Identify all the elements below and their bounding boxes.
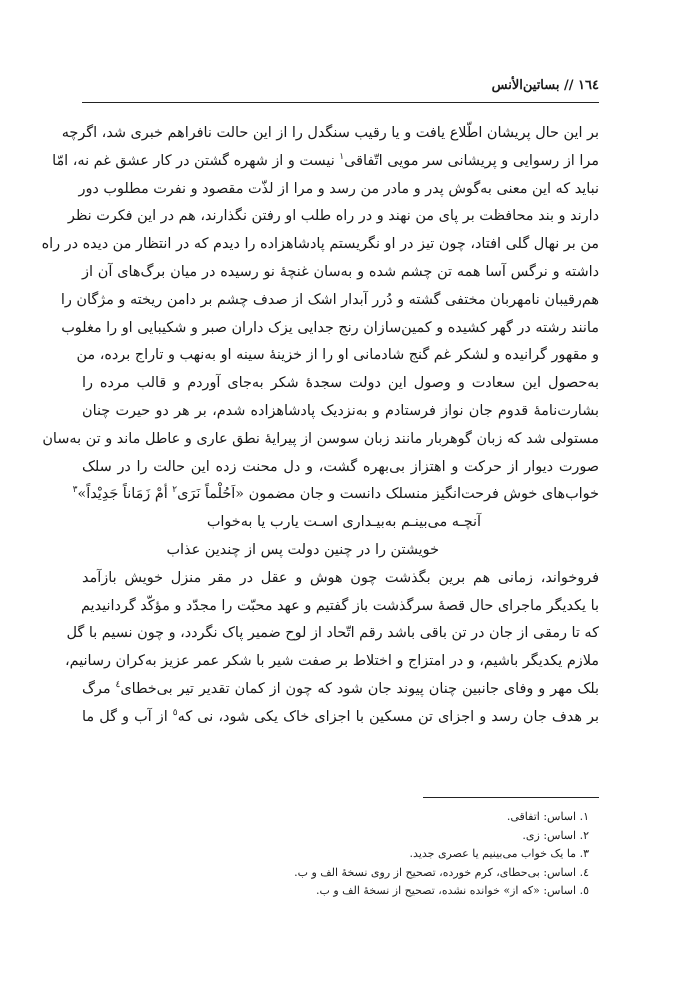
text-line: خواب‌های خوش فرحت‌انگیز منسلک دانست و جان مضمون «اَحُلْماً نَرَی$^٢$ أمْ زَمَاناً جَدِيْداً»$^٣$ [72,485,599,503]
verse-line: آنچـه می‌بینـم به‌بیـداری اسـت یارب یا به‌خواب [206,514,481,531]
text-line: داشته و نرگس آسا همه تن چشم شده و به‌سان غنچهٔ نو رسیده در میان برگ‌های آن از [82,263,599,280]
footnotes [82,808,589,901]
text-line: مرا از رسوایی و پریشانی سر مویی اتّفاقی$^١$ نیست و از شهره گشتن در کار عشق غم نه، امّا [52,152,599,169]
footnote-item: ٤. اساس: بی‌حطای، کرم خورده، تصحیح از روی نسخهٔ الف و ب. [294,865,589,879]
header-divider [82,102,599,103]
text-line: بر هدف جان رسد و اجزای تن مسکین با اجزای خاک یکی شود، نی که$^٥$ از آب و گل ما [82,707,599,725]
footnote-item: ٢. اساس: زی. [522,828,589,842]
footnote-marker[interactable]: ٢ [172,485,178,496]
footnote-divider [423,797,599,798]
verse-line: خویشتن را در چنین دولت پس از چندین عذاب [166,541,439,558]
text-line: هم‌رقیبان نامهربان مختفی گشته و دُرر آبدار اشک از صدف چشم بر دامن ریخته و مژگان را [60,291,599,308]
text-line: ملازم یکدیگر باشیم، و در امتزاج و اختلاط بر صفت شیر با شکر عمر عزیز به‌کران رسانیم، [64,653,599,670]
text-line: که تا رمقی از جان در تن باقی باشد رقم اتّحاد از لوح ضمیر پاک نگردد، و چون نسیم با گل [66,625,599,642]
text-line: نباید که این معنی به‌گوش پدر و مادر من رسد و مرا از لذّت مقصود و نفرت مطلوب دور [78,180,599,197]
footnote-marker[interactable]: ١ [339,152,345,162]
footnote-marker[interactable]: ٥ [172,707,178,718]
text-line: بر این حال پریشان اطّلاع یافت و یا رقیب سنگدل را از این حالت نافراهم خبری شد، اگرچه [61,125,599,141]
running-header: ١٦٤ // بساتین‌الأنس [491,78,599,93]
footnote-marker[interactable]: ٤ [115,680,121,691]
text-line: من بر نهال گلی افتاد، چون تیز در او نگریستم پادشاهزاده را دیدم که در انتظار من دیده در راه [41,236,599,253]
footnote-item: ٥. اساس: «که از» خوانده نشده، تصحیح از نسخهٔ الف و ب. [315,884,589,898]
text-line: فروخواند، زمانی هم برین بگذشت چون هوش و عقل در مقر منزل خویش بازآمد [82,569,599,586]
text-line: با یکدیگر ماجرای حال قصهٔ سرگذشت باز گفتیم و عهد محبّت را مجدّد و مؤکّد گردانیدیم [80,597,599,614]
footnote-item: ٣. ما یک خواب می‌بینیم یا عصری جدید. [409,847,589,861]
text-line: صورت دیوار از حرکت و اهتزاز بی‌بهره گشت، و دل محنت زده این حالت را در سلک [82,458,599,475]
text-line: به‌حصول این سعادت و وصول این دولت سجدهٔ شکر به‌جای آوردم و قالب مرده را [82,375,599,392]
text-line: مستولی شد که زبان گوهربار مانند زبان سوسن از پیرایهٔ نطق عاری و عاطل ماند و تن به‌سان [42,430,599,447]
text-line: بلک مهر و وفای جانبین چنان پیوند جان شود که چون از کمان تقدیر تیر بی‌خطای$^٤$ مرگ [82,680,599,697]
text-line: دارند و بند محافظت بر پای من نهند و در راه طلب او رفتن نگذارند، هم در این فکرت نظر [67,208,599,225]
main-text [41,120,599,732]
text-line: بشارت‌نامهٔ قدوم جان نواز فرستادم و به‌نزدیک پادشاهزاده شدم، بر هر دو حیرت چنان [82,402,599,419]
text-line: مانند رشته در گهر کشیده و کمین‌سازان رنج جدایی یزک داران صبر و شکیبایی او را مغلوب [61,319,599,336]
footnote-item: ١. اساس: اتفاقی. [506,810,589,823]
text-line: و مقهور گرانیده و لشکر غم گنج شادمانی او را از خزینهٔ سینه او به‌نهب و تاراج برده، من [76,347,599,364]
footnote-marker[interactable]: ٣ [72,485,78,496]
